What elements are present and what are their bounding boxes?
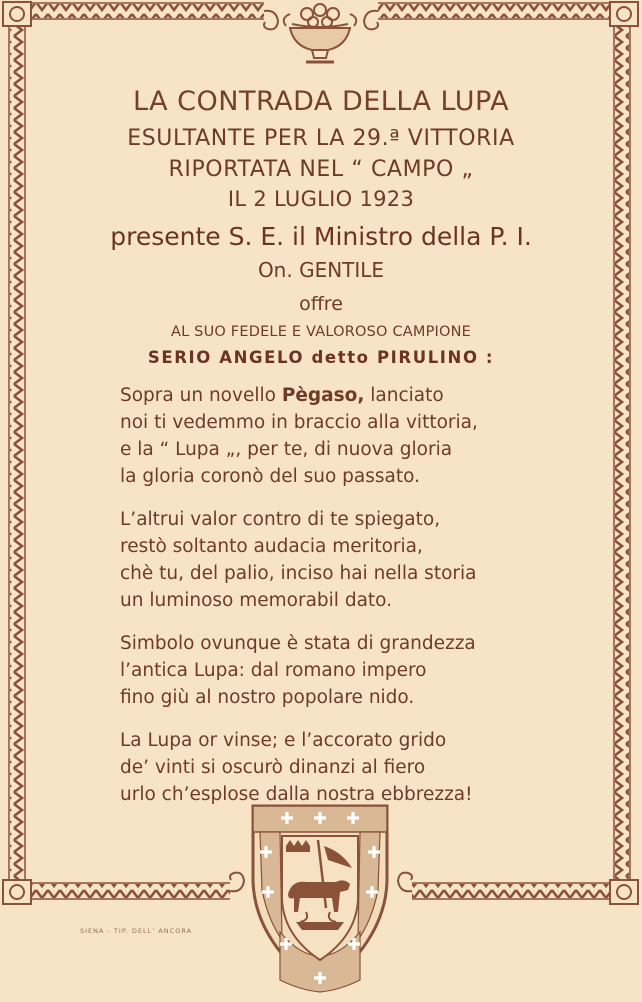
poem-line: de’ vinti si oscurò dinanzi al fiero	[120, 757, 426, 778]
coat-of-arms-icon	[253, 806, 387, 992]
poem-text: lanciato	[364, 385, 444, 406]
poem-line: Simbolo ovunque è stata di grandezza	[120, 633, 476, 654]
printer-imprint: SIENA - TIP. DELL’ ANCORA	[80, 927, 193, 935]
honorable-name-line: On. GENTILE	[257, 258, 385, 282]
dedication-line: AL SUO FEDELE E VALOROSO CAMPIONE	[170, 324, 472, 340]
poem-line: restò soltanto audacia meritoria,	[120, 536, 423, 557]
poem-line: fino giù al nostro popolare nido.	[120, 687, 415, 708]
victory-line: ESULTANTE PER LA 29.ª VITTORIA	[127, 126, 515, 151]
poem-line: e la “ Lupa „, per te, di nuova gloria	[120, 439, 453, 460]
poem-stanza-2	[120, 506, 560, 614]
date-line: IL 2 LUGLIO 1923	[227, 187, 415, 211]
poem-line: noi ti vedemmo in braccio alla vittoria,	[120, 412, 478, 433]
poem-line: urlo ch’esplose dalla nostra ebbrezza!	[120, 784, 473, 805]
poem	[120, 382, 560, 824]
offers-line: offre	[299, 293, 343, 315]
poem-line	[120, 382, 560, 409]
poem-line: La Lupa or vinse; e l’accorato grido	[120, 730, 447, 751]
poem-text: Sopra un novello	[120, 385, 282, 406]
poem-stanza-3	[120, 630, 560, 711]
flower-vase-icon	[284, 4, 357, 62]
document-title: LA CONTRADA DELLA LUPA	[132, 86, 510, 117]
poem-line: un luminoso memorabil dato.	[120, 590, 393, 611]
campo-line: RIPORTATA NEL “ CAMPO „	[168, 157, 474, 182]
poem-line: L’altrui valor contro di te spiegato,	[120, 509, 441, 530]
poem-emphasis: Pègaso,	[281, 385, 365, 406]
poem-stanza-1	[120, 382, 560, 490]
poem-line: chè tu, del palio, inciso hai nella storia	[120, 563, 477, 584]
poem-line: l’antica Lupa: dal romano impero	[120, 660, 427, 681]
minister-line: presente S. E. il Ministro della P. I.	[110, 222, 532, 251]
champion-name: SERIO ANGELO detto PIRULINO :	[147, 348, 495, 367]
poem-line: la gloria coronò del suo passato.	[120, 466, 420, 487]
poem-stanza-4	[120, 727, 560, 808]
